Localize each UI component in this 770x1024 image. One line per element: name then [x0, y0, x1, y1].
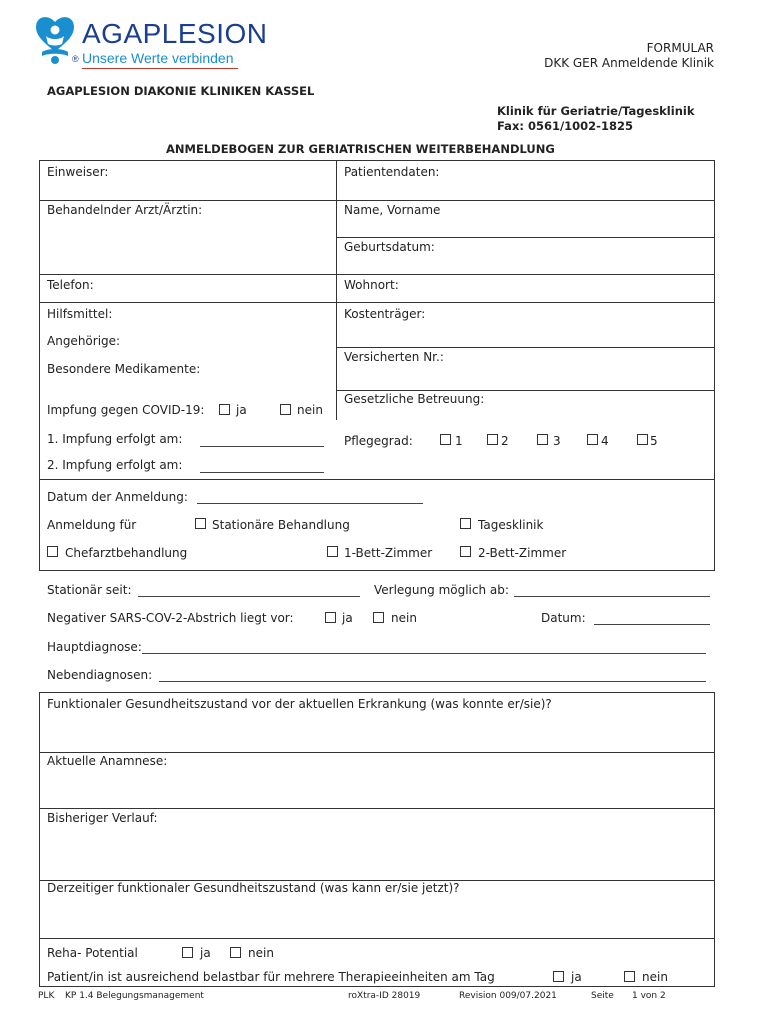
stationaer-seit-field[interactable] [138, 596, 360, 597]
form-type: FORMULAR [646, 41, 714, 55]
pflegegrad-4-checkbox[interactable] [587, 434, 598, 445]
einweiser-label: Einweiser: [47, 165, 109, 179]
patientendaten-label: Patientendaten: [344, 165, 440, 179]
abstrich-datum-label: Datum: [541, 611, 586, 625]
nebendiagnosen-label: Nebendiagnosen: [47, 668, 153, 682]
anmeldung-fuer-label: Anmeldung für [47, 518, 137, 532]
belastbar-label: Patient/in ist ausreichend belastbar für mehrere Therapieeinheiten am Tag [47, 970, 495, 984]
medikamente-label: Besondere Medikamente: [47, 362, 201, 376]
impfung-nein-checkbox[interactable] [280, 404, 291, 415]
abstrich-nein-checkbox[interactable] [373, 612, 384, 623]
pflegegrad-3-checkbox[interactable] [537, 434, 548, 445]
pflegegrad-1-checkbox[interactable] [440, 434, 451, 445]
nebendiagnosen-field[interactable] [159, 681, 706, 682]
name-label: Name, Vorname [344, 203, 441, 217]
impfung-nein-label: nein [297, 403, 323, 417]
zweibett-checkbox[interactable] [460, 546, 471, 557]
belastbar-ja-checkbox[interactable] [553, 971, 564, 982]
abstrich-label: Negativer SARS-COV-2-Abstrich liegt vor: [47, 611, 294, 625]
arzt-label: Behandelnder Arzt/Ärztin: [47, 203, 203, 217]
reha-nein-checkbox[interactable] [230, 947, 241, 958]
pflegegrad-2-label: 2 [501, 434, 509, 448]
reha-label: Reha- Potential [47, 946, 138, 960]
impfung1-label: 1. Impfung erfolgt am: [47, 432, 183, 446]
einbett-label: 1-Bett-Zimmer [344, 546, 433, 560]
pflegegrad-4-label: 4 [601, 434, 609, 448]
tagesklinik-label: Tagesklinik [478, 518, 544, 532]
funktional-vor-label: Funktionaler Gesundheitszustand vor der aktuellen Erkrankung (was konnte er/sie)? [47, 697, 552, 711]
footer-plk: PLK [38, 991, 55, 1001]
abstrich-nein-label: nein [391, 611, 417, 625]
impfung-ja-label: ja [236, 403, 247, 417]
hauptdiagnose-label: Hauptdiagnose: [47, 640, 142, 654]
belastbar-nein-checkbox[interactable] [624, 971, 635, 982]
footer-seite: Seite [591, 991, 614, 1001]
footer-page-number: 1 von 2 [632, 991, 666, 1001]
impfung2-field[interactable] [200, 472, 324, 473]
pflegegrad-3-label: 3 [553, 434, 561, 448]
abstrich-ja-label: ja [342, 611, 353, 625]
footer-kp: KP 1.4 Belegungsmanagement [65, 991, 204, 1001]
pflegegrad-2-checkbox[interactable] [487, 434, 498, 445]
kostentraeger-label: Kostenträger: [344, 307, 426, 321]
reha-ja-label: ja [200, 946, 211, 960]
zweibett-label: 2-Bett-Zimmer [478, 546, 567, 560]
logo-tagline: Unsere Werte verbinden [82, 50, 234, 66]
betreuung-label: Gesetzliche Betreuung: [344, 392, 485, 406]
chefarzt-label: Chefarztbehandlung [65, 546, 188, 560]
pflegegrad-5-checkbox[interactable] [637, 434, 648, 445]
einbett-checkbox[interactable] [327, 546, 338, 557]
hauptdiagnose-field[interactable] [142, 653, 706, 654]
hilfsmittel-label: Hilfsmittel: [47, 307, 113, 321]
datum-anmeldung-label: Datum der Anmeldung: [47, 490, 188, 504]
belastbar-nein-label: nein [642, 970, 668, 984]
versicherten-label: Versicherten Nr.: [344, 350, 444, 364]
verlegung-field[interactable] [514, 596, 710, 597]
chefarzt-checkbox[interactable] [47, 546, 58, 557]
impfung-label: Impfung gegen COVID-19: [47, 403, 205, 417]
org-name: AGAPLESION DIAKONIE KLINIKEN KASSEL [47, 84, 315, 98]
logo-name: AGAPLESION [82, 18, 268, 49]
impfung1-field[interactable] [200, 446, 324, 447]
telefon-label: Telefon: [47, 278, 94, 292]
logo-registered: ® [72, 54, 79, 64]
pflegegrad-5-label: 5 [650, 434, 658, 448]
abstrich-ja-checkbox[interactable] [325, 612, 336, 623]
footer-roxtra: roXtra-ID 28019 [348, 991, 421, 1001]
geburtsdatum-label: Geburtsdatum: [344, 240, 435, 254]
verlauf-label: Bisheriger Verlauf: [47, 811, 158, 825]
belastbar-ja-label: ja [571, 970, 582, 984]
logo-underline [82, 68, 238, 69]
abstrich-datum-field[interactable] [594, 624, 710, 625]
page-title: ANMELDEBOGEN ZUR GERIATRISCHEN WEITERBEHANDLUNG [166, 142, 555, 156]
datum-anmeldung-field[interactable] [197, 503, 423, 504]
tagesklinik-checkbox[interactable] [460, 518, 471, 529]
verlegung-label: Verlegung möglich ab: [374, 583, 509, 597]
clinic-name: Klinik für Geriatrie/Tagesklinik [497, 104, 695, 118]
agaplesion-logo-icon [34, 14, 76, 66]
funktional-jetzt-label: Derzeitiger funktionaler Gesundheitszustand (was kann er/sie jetzt)? [47, 881, 460, 895]
anamnese-label: Aktuelle Anamnese: [47, 754, 168, 768]
impfung2-label: 2. Impfung erfolgt am: [47, 458, 183, 472]
pflegegrad-1-label: 1 [455, 434, 463, 448]
fax-number: Fax: 0561/1002-1825 [497, 119, 633, 133]
wohnort-label: Wohnort: [344, 278, 399, 292]
reha-ja-checkbox[interactable] [182, 947, 193, 958]
stationaer-checkbox[interactable] [195, 518, 206, 529]
reha-nein-label: nein [248, 946, 274, 960]
pflegegrad-label: Pflegegrad: [344, 434, 413, 448]
impfung-ja-checkbox[interactable] [219, 404, 230, 415]
form-name: DKK GER Anmeldende Klinik [544, 56, 714, 70]
stationaer-seit-label: Stationär seit: [47, 583, 132, 597]
stationaer-label: Stationäre Behandlung [212, 518, 350, 532]
footer-revision: Revision 009/07.2021 [459, 991, 557, 1001]
lower-box [39, 692, 715, 987]
angehoerige-label: Angehörige: [47, 334, 121, 348]
